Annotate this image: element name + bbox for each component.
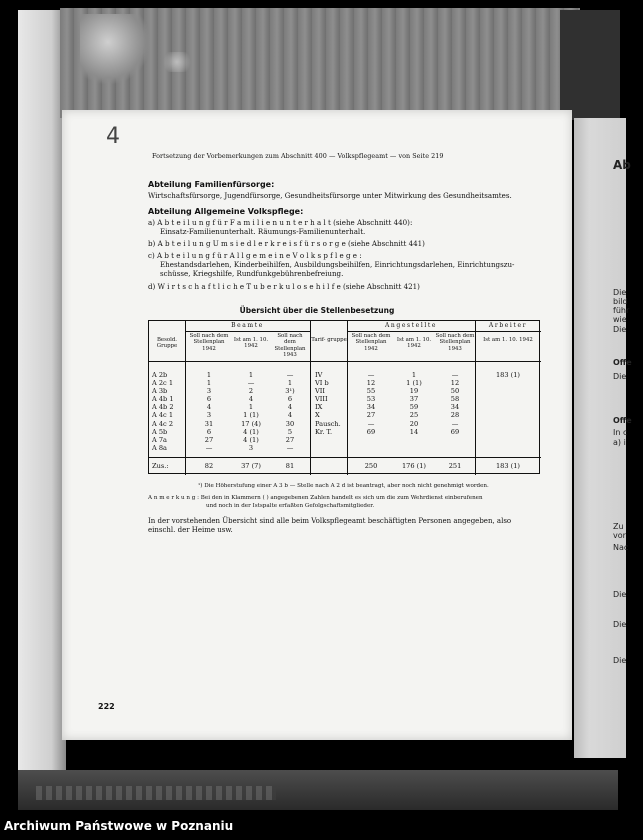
right-fragment: a) i: [613, 438, 626, 447]
header-ang-soll-1942: Soll nach dem Stellenplan 1942: [351, 333, 391, 352]
table-cell: 1 (1): [406, 379, 422, 388]
table-cell: 1: [287, 379, 293, 388]
total-ang-soll-1942: 250: [364, 462, 378, 470]
table-cell: —: [286, 371, 294, 379]
table-cell: 3: [206, 387, 212, 396]
item-c-text-continued: schüsse, Kriegshilfe, Rundfunkgebührenbefreiung.: [160, 269, 344, 278]
arbeiter-ist-1942-cell: 183 (1): [495, 371, 521, 379]
table-divider: [149, 361, 541, 362]
table-title: Übersicht über die Stellenbesetzung: [239, 306, 395, 315]
table-cell: 50: [450, 387, 460, 396]
total-ang-ist-1942: 176 (1): [401, 462, 427, 470]
table-cell: A 2b: [152, 371, 168, 379]
right-fragment: Offe: [613, 358, 632, 367]
total-beamte-soll-1943: 81: [285, 462, 295, 470]
table-cell: 5: [287, 427, 293, 436]
table-cell: A 3b: [152, 387, 168, 396]
table-cell: —: [367, 419, 375, 428]
total-ang-soll-1943: 251: [448, 462, 462, 470]
right-fragment: Ab: [613, 158, 631, 172]
table-cell: 1: [206, 379, 212, 388]
table-cell: 4: [287, 411, 293, 420]
table-cell: 34: [450, 403, 460, 412]
right-fragment: Die: [613, 372, 627, 381]
header-ang-soll-1943: Soll nach dem Stellenplan 1943: [435, 333, 475, 352]
table-cell: IX: [315, 403, 323, 412]
table-cell: A 4b 2: [152, 403, 174, 412]
right-fragment: wie: [613, 315, 627, 324]
table-cell: 6: [206, 395, 212, 404]
table-divider: [310, 321, 311, 475]
table-cell: 58: [450, 395, 460, 404]
table-cell: 6: [287, 395, 293, 404]
table-cell: 30: [285, 419, 295, 428]
table-cell: 3: [206, 411, 212, 420]
table-cell: 4 (1): [243, 427, 259, 436]
table-cell: A 4b 1: [152, 395, 174, 404]
table-cell: 3: [248, 443, 254, 452]
table-divider: [149, 457, 541, 458]
table-cell: 55: [366, 387, 376, 396]
table-cell: —: [451, 371, 459, 379]
beamte-soll-1943-column: [271, 371, 309, 452]
beamte-soll-1942-column: [187, 371, 231, 452]
table-cell: VI b: [315, 379, 329, 388]
item-b: b) A b t e i l u n g U m s i e d l e r k r e i s f ü r s o r g e (siehe Abschnitt 441): [148, 239, 425, 248]
header-beamte-ist-1942: Ist am 1. 10. 1942: [233, 337, 269, 350]
table-cell: —: [205, 443, 213, 452]
angestellte-soll-1943-column: [435, 371, 475, 436]
right-fragment: Die: [613, 620, 627, 629]
background-sheet-left: [18, 10, 66, 780]
right-fragment: Die: [613, 656, 627, 665]
handwritten-page-number: 4: [106, 124, 120, 149]
table-cell: 4 (1): [243, 435, 259, 444]
table-footnote: ¹) Die Höherstufung einer A 3 b — Stelle nach A 2 d ist beantragt, aber noch nicht genehmigt worden.: [198, 483, 489, 489]
table-cell: 4: [287, 403, 293, 412]
header-beamte-soll-1943: Soll nach dem Stellenplan 1943: [274, 333, 306, 359]
background-stain-small: [160, 52, 194, 72]
table-cell: A 4c 2: [152, 419, 174, 428]
table-cell: 1: [248, 403, 254, 412]
header-arbeiter-ist-1942: Ist am 1. 10. 1942: [483, 337, 533, 343]
beamte-ist-1942-column: [231, 371, 271, 452]
angestellte-groups-column: [315, 371, 341, 436]
table-cell: 59: [409, 403, 419, 412]
table-cell: VIII: [315, 395, 328, 404]
table-cell: 12: [366, 379, 376, 388]
table-cell: A 2c 1: [152, 379, 174, 388]
table-divider: [475, 331, 541, 332]
right-fragment: bild: [613, 297, 628, 306]
table-cell: A 7a: [152, 435, 167, 444]
table-divider: [185, 331, 310, 332]
item-a-text: Einsatz-Familienunterhalt. Räumungs-Familienunterhalt.: [160, 227, 366, 236]
total-beamte-ist-1942: 37 (7): [241, 462, 261, 470]
table-cell: 27: [204, 435, 214, 444]
table-divider: [347, 321, 348, 475]
section-title-volkspflege: Abteilung Allgemeine Volkspflege:: [148, 207, 304, 216]
table-cell: 3¹): [285, 387, 295, 396]
right-fragment: Nac: [613, 543, 629, 552]
table-cell: 27: [366, 411, 376, 420]
table-cell: 4: [206, 403, 212, 412]
summary-line-1: In der vorstehenden Übersicht sind alle beim Volkspflegeamt beschäftigten Personen angegeben, also: [148, 517, 512, 525]
table-cell: 31: [204, 419, 214, 428]
header-angestellte: Angestellte: [384, 322, 438, 329]
table-cell: A 8a: [152, 443, 167, 452]
table-cell: Kr. T.: [315, 427, 333, 436]
table-cell: —: [367, 371, 375, 379]
totals-label: Zus.:: [152, 462, 169, 470]
table-cell: 27: [285, 435, 295, 444]
table-cell: VII: [315, 387, 325, 396]
table-cell: 69: [450, 427, 460, 436]
table-cell: 53: [366, 395, 376, 404]
background-dark-corner: [560, 10, 620, 120]
total-beamte-soll-1942: 82: [204, 462, 214, 470]
section-title-familienfuersorge: Abteilung Familienfürsorge:: [148, 180, 275, 189]
right-fragment: Zu: [613, 522, 624, 531]
right-fragment: vor: [613, 531, 626, 540]
table-cell: 2: [248, 387, 254, 396]
table-cell: —: [451, 419, 459, 428]
table-cell: X: [315, 411, 320, 420]
table-cell: Pausch.: [315, 419, 341, 428]
document-page: [62, 110, 572, 740]
table-cell: 4: [248, 395, 254, 404]
right-fragment: Die: [613, 288, 627, 297]
header-beamte: Beamte: [231, 322, 264, 329]
table-cell: A 5b: [152, 427, 168, 436]
right-fragment: führ: [613, 306, 630, 315]
table-cell: —: [247, 379, 255, 388]
table-cell: 17 (4): [241, 419, 261, 428]
right-fragment: Die: [613, 325, 627, 334]
table-cell: 37: [409, 395, 419, 404]
table-cell: 1: [206, 371, 212, 379]
table-cell: 28: [450, 411, 460, 420]
header-tarifgruppe: Tarif- gruppe: [311, 337, 347, 343]
table-cell: 14: [409, 427, 419, 436]
archive-caption: Archiwum Państwowe w Poznaniu: [4, 819, 234, 833]
right-fragment: Die: [613, 590, 627, 599]
item-a-heading: a) A b t e i l u n g f ü r F a m i l i e n u n t e r h a l t (siehe Abschnitt 440):: [148, 218, 413, 227]
table-cell: 1: [248, 371, 254, 379]
table-cell: 69: [366, 427, 376, 436]
angestellte-ist-1942-column: [393, 371, 435, 436]
table-cell: A 4c 1: [152, 411, 174, 420]
table-cell: 12: [450, 379, 460, 388]
remark-line-1: A n m e r k u n g : Bei den in Klammern ( ) angegebenen Zahlen handelt es sich um die zum Wehrdienst einberufenen: [148, 495, 483, 501]
remark-line-2: und noch in der Istspalte erfaßten Gefolgschaftsmitglieder.: [206, 503, 375, 509]
table-cell: 19: [409, 387, 419, 396]
table-cell: 34: [366, 403, 376, 412]
table-cell: 25: [409, 411, 419, 420]
background-bottom-smudge: [36, 786, 276, 800]
item-d: d) W i r t s c h a f t l i c h e T u b e r k u l o s e h i l f e (siehe Abschnitt 421): [148, 282, 420, 291]
header-arbeiter: Arbeiter: [488, 322, 528, 329]
item-c-text: Ehestandsdarlehen, Kinderbeihilfen, Ausbildungsbeihilfen, Einrichtungsdarlehen, Einrichtungszu-: [160, 260, 515, 269]
table-cell: 6: [206, 427, 212, 436]
background-stain: [80, 14, 150, 84]
header-besold-gruppe: Besold. Gruppe: [156, 337, 178, 350]
section-text-familienfuersorge: Wirtschaftsfürsorge, Jugendfürsorge, Gesundheitsfürsorge unter Mitwirkung des Gesundheitsamtes.: [148, 191, 512, 200]
continuation-header: Fortsetzung der Vorbemerkungen zum Abschnitt 400 — Volkspflegeamt — von Seite 219: [152, 152, 444, 160]
right-fragment: In c: [613, 428, 628, 437]
table-divider: [475, 321, 476, 475]
right-fragment: Offe: [613, 416, 632, 425]
table-cell: 1: [411, 371, 417, 379]
angestellte-soll-1942-column: [349, 371, 393, 436]
page-number: 222: [98, 702, 115, 711]
total-arbeiter: 183 (1): [495, 462, 521, 470]
table-cell: IV: [315, 371, 323, 379]
header-ang-ist-1942: Ist am 1. 10. 1942: [396, 337, 432, 350]
staffing-table: [148, 320, 540, 474]
item-c-heading: c) A b t e i l u n g f ü r A l l g e m e i n e V o l k s p f l e g e :: [148, 251, 362, 260]
beamte-groups-column: [152, 371, 174, 452]
table-cell: —: [286, 443, 294, 452]
header-beamte-soll-1942: Soll nach dem Stellenplan 1942: [189, 333, 229, 352]
table-cell: 20: [409, 419, 419, 428]
table-cell: 1 (1): [243, 411, 259, 420]
table-divider: [347, 331, 475, 332]
summary-line-2: einschl. der Heime usw.: [148, 526, 233, 534]
table-divider: [185, 321, 186, 475]
